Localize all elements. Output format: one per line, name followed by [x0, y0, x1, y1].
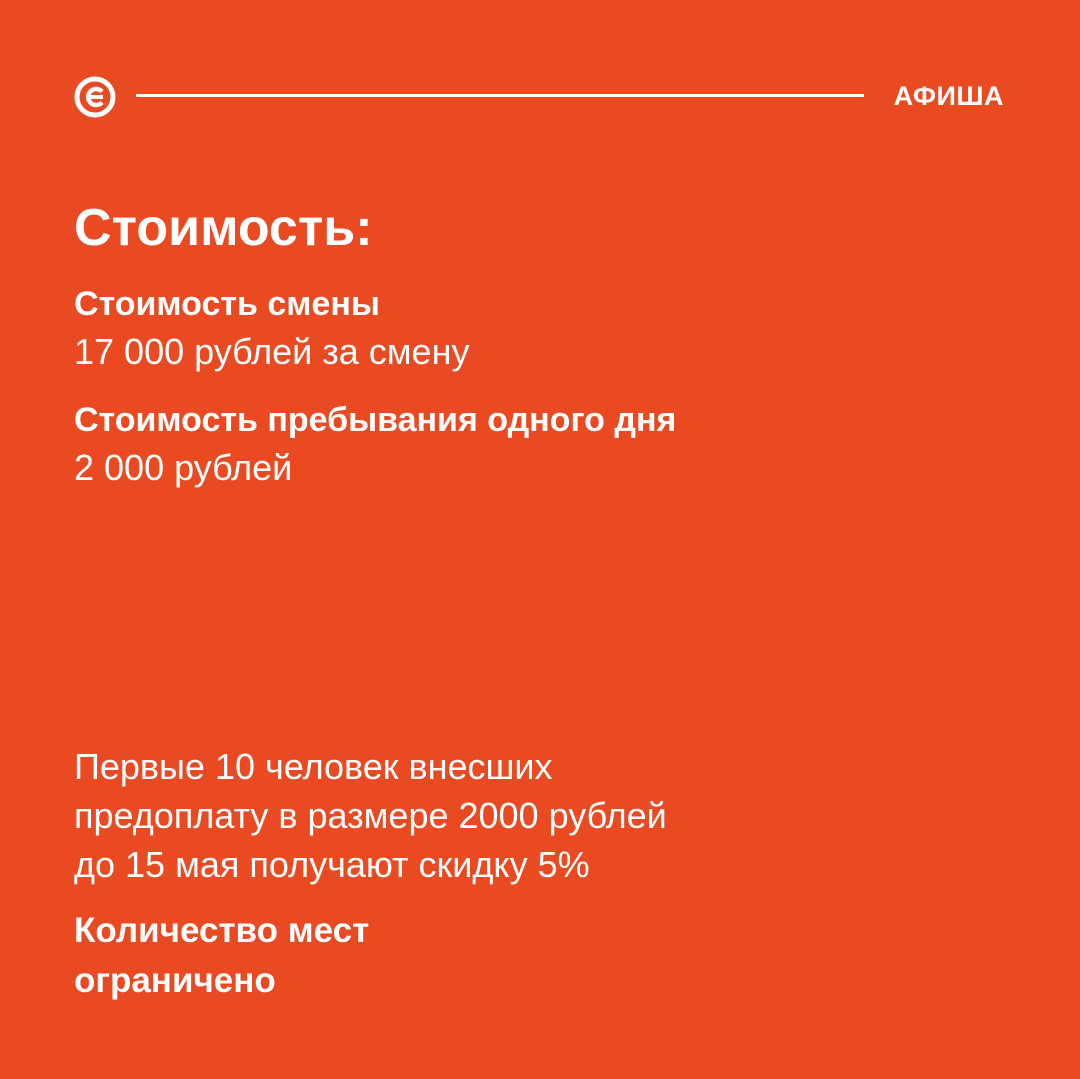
promo-line: предоплату в размере 2000 рублей [74, 795, 667, 836]
page-title: Стоимость: [74, 199, 373, 257]
price-label-day: Стоимость пребывания одного дня [74, 401, 677, 439]
promo-text [74, 742, 974, 889]
promo-line: до 15 мая получают скидку 5% [74, 844, 590, 885]
price-label-shift: Стоимость смены [74, 285, 380, 323]
ring-c-logo-icon [74, 76, 116, 118]
header [74, 74, 1004, 118]
limited-seats-note [74, 906, 774, 1006]
price-value-day: 2 000 рублей [74, 447, 293, 488]
price-value-shift: 17 000 рублей за смену [74, 331, 470, 372]
header-divider [136, 94, 864, 97]
price-block-shift [74, 280, 974, 376]
note-line: ограничено [74, 961, 276, 1000]
note-line: Количество мест [74, 911, 370, 950]
promo-line: Первые 10 человек внесших [74, 746, 553, 787]
price-block-day [74, 396, 974, 492]
section-tag: АФИША [893, 81, 1004, 111]
